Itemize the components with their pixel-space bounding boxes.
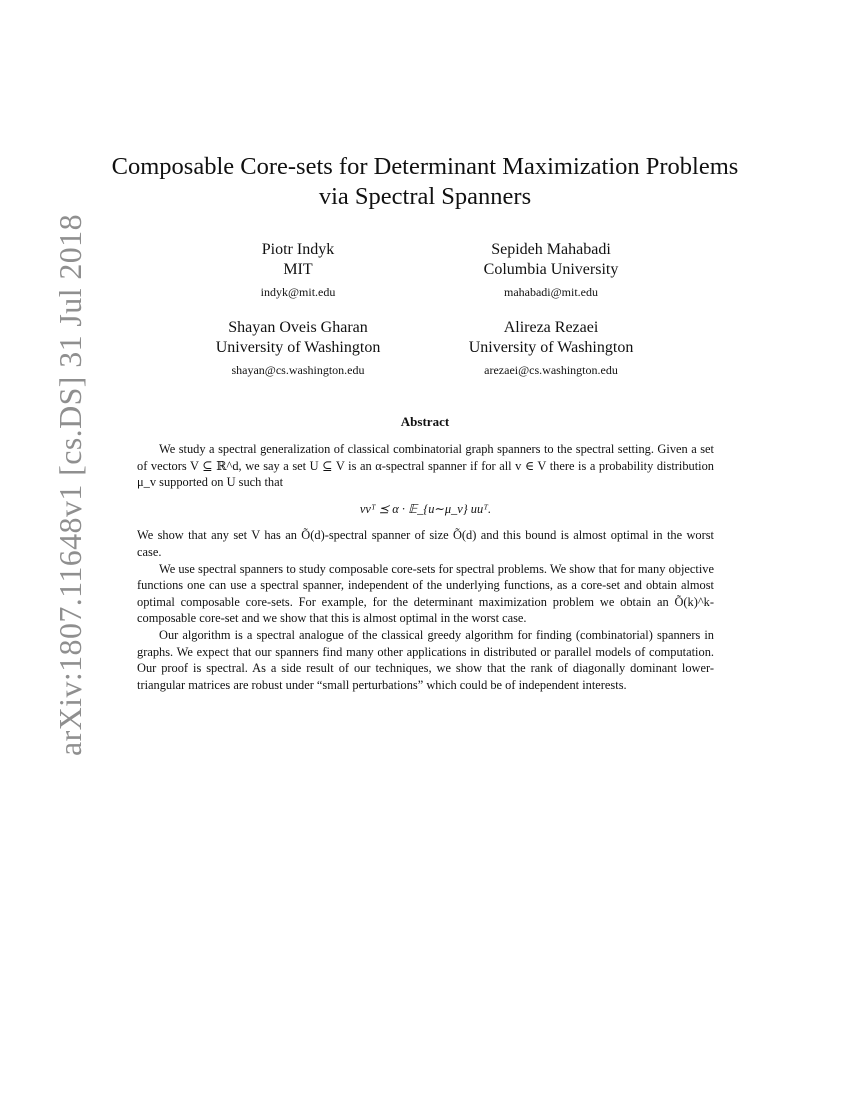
author-email: shayan@cs.washington.edu [231, 363, 365, 377]
author-affiliation: University of Washington [468, 339, 634, 356]
author-name: Piotr Indyk [261, 241, 335, 258]
author-block [163, 318, 433, 380]
arxiv-sidebar-stamp [17, 214, 88, 758]
author-affiliation: Columbia University [483, 261, 619, 278]
author-name: Alireza Rezaei [503, 319, 599, 336]
author-name: Sepideh Mahabadi [491, 241, 611, 258]
arxiv-identifier: arXiv:1807.11648v1 [cs.DS] 31 Jul 2018 [52, 214, 88, 756]
author-email: mahabadi@mit.edu [503, 285, 599, 299]
spanner-equation: vvᵀ ⪯ α · 𝔼_{u∼μ_v} uuᵀ. [359, 501, 492, 516]
paper-title: Composable Core-sets for Determinant Maximization Problems via Spectral Spanners [111, 153, 739, 210]
author-email: arezaei@cs.washington.edu [484, 363, 618, 377]
abstract-paragraph-4: Our algorithm is a spectral analogue of the classical greedy algorithm for finding (combinatorial) spanners in graphs. We expect that our spanners find many other applications in distributed or parallel models of computation. Our proof is spectral. As a side result of our techniques, we show that the rank of diagonally dominant lower-triangular matrices are robust under “small perturbations” which could be of independent interests. [137, 627, 714, 692]
abstract-paragraph-1: We study a spectral generalization of classical combinatorial graph spanners to the spectral setting. Given a set of vectors V ⊆ ℝ^d, we say a set U ⊆ V is an α-spectral spanner if for all v ∈ V there is a probability distribution μ_v supported on U such that [137, 442, 714, 490]
abstract-body [137, 441, 714, 693]
author-email: indyk@mit.edu [260, 285, 336, 299]
abstract-paragraph-3: We use spectral spanners to study composable core-sets for spectral problems. We show that for many objective functions one can use a spectral spanner, independent of the underlying functions, as a core-set and obtain almost optimal composable core-sets. For example, for the determinant maximization problem we obtain an Õ(k)^k-composable core-set and we show that this is almost optimal in the worst case. [137, 561, 714, 626]
author-name: Shayan Oveis Gharan [228, 319, 368, 336]
author-block [416, 318, 686, 380]
abstract-paragraph-2: We show that any set V has an Õ(d)-spectral spanner of size Õ(d) and this bound is almost optimal in the worst case. [137, 528, 714, 559]
author-block [416, 240, 686, 302]
author-affiliation: MIT [283, 261, 313, 278]
abstract-heading: Abstract [400, 414, 450, 429]
author-block [163, 240, 433, 302]
author-affiliation: University of Washington [215, 339, 381, 356]
